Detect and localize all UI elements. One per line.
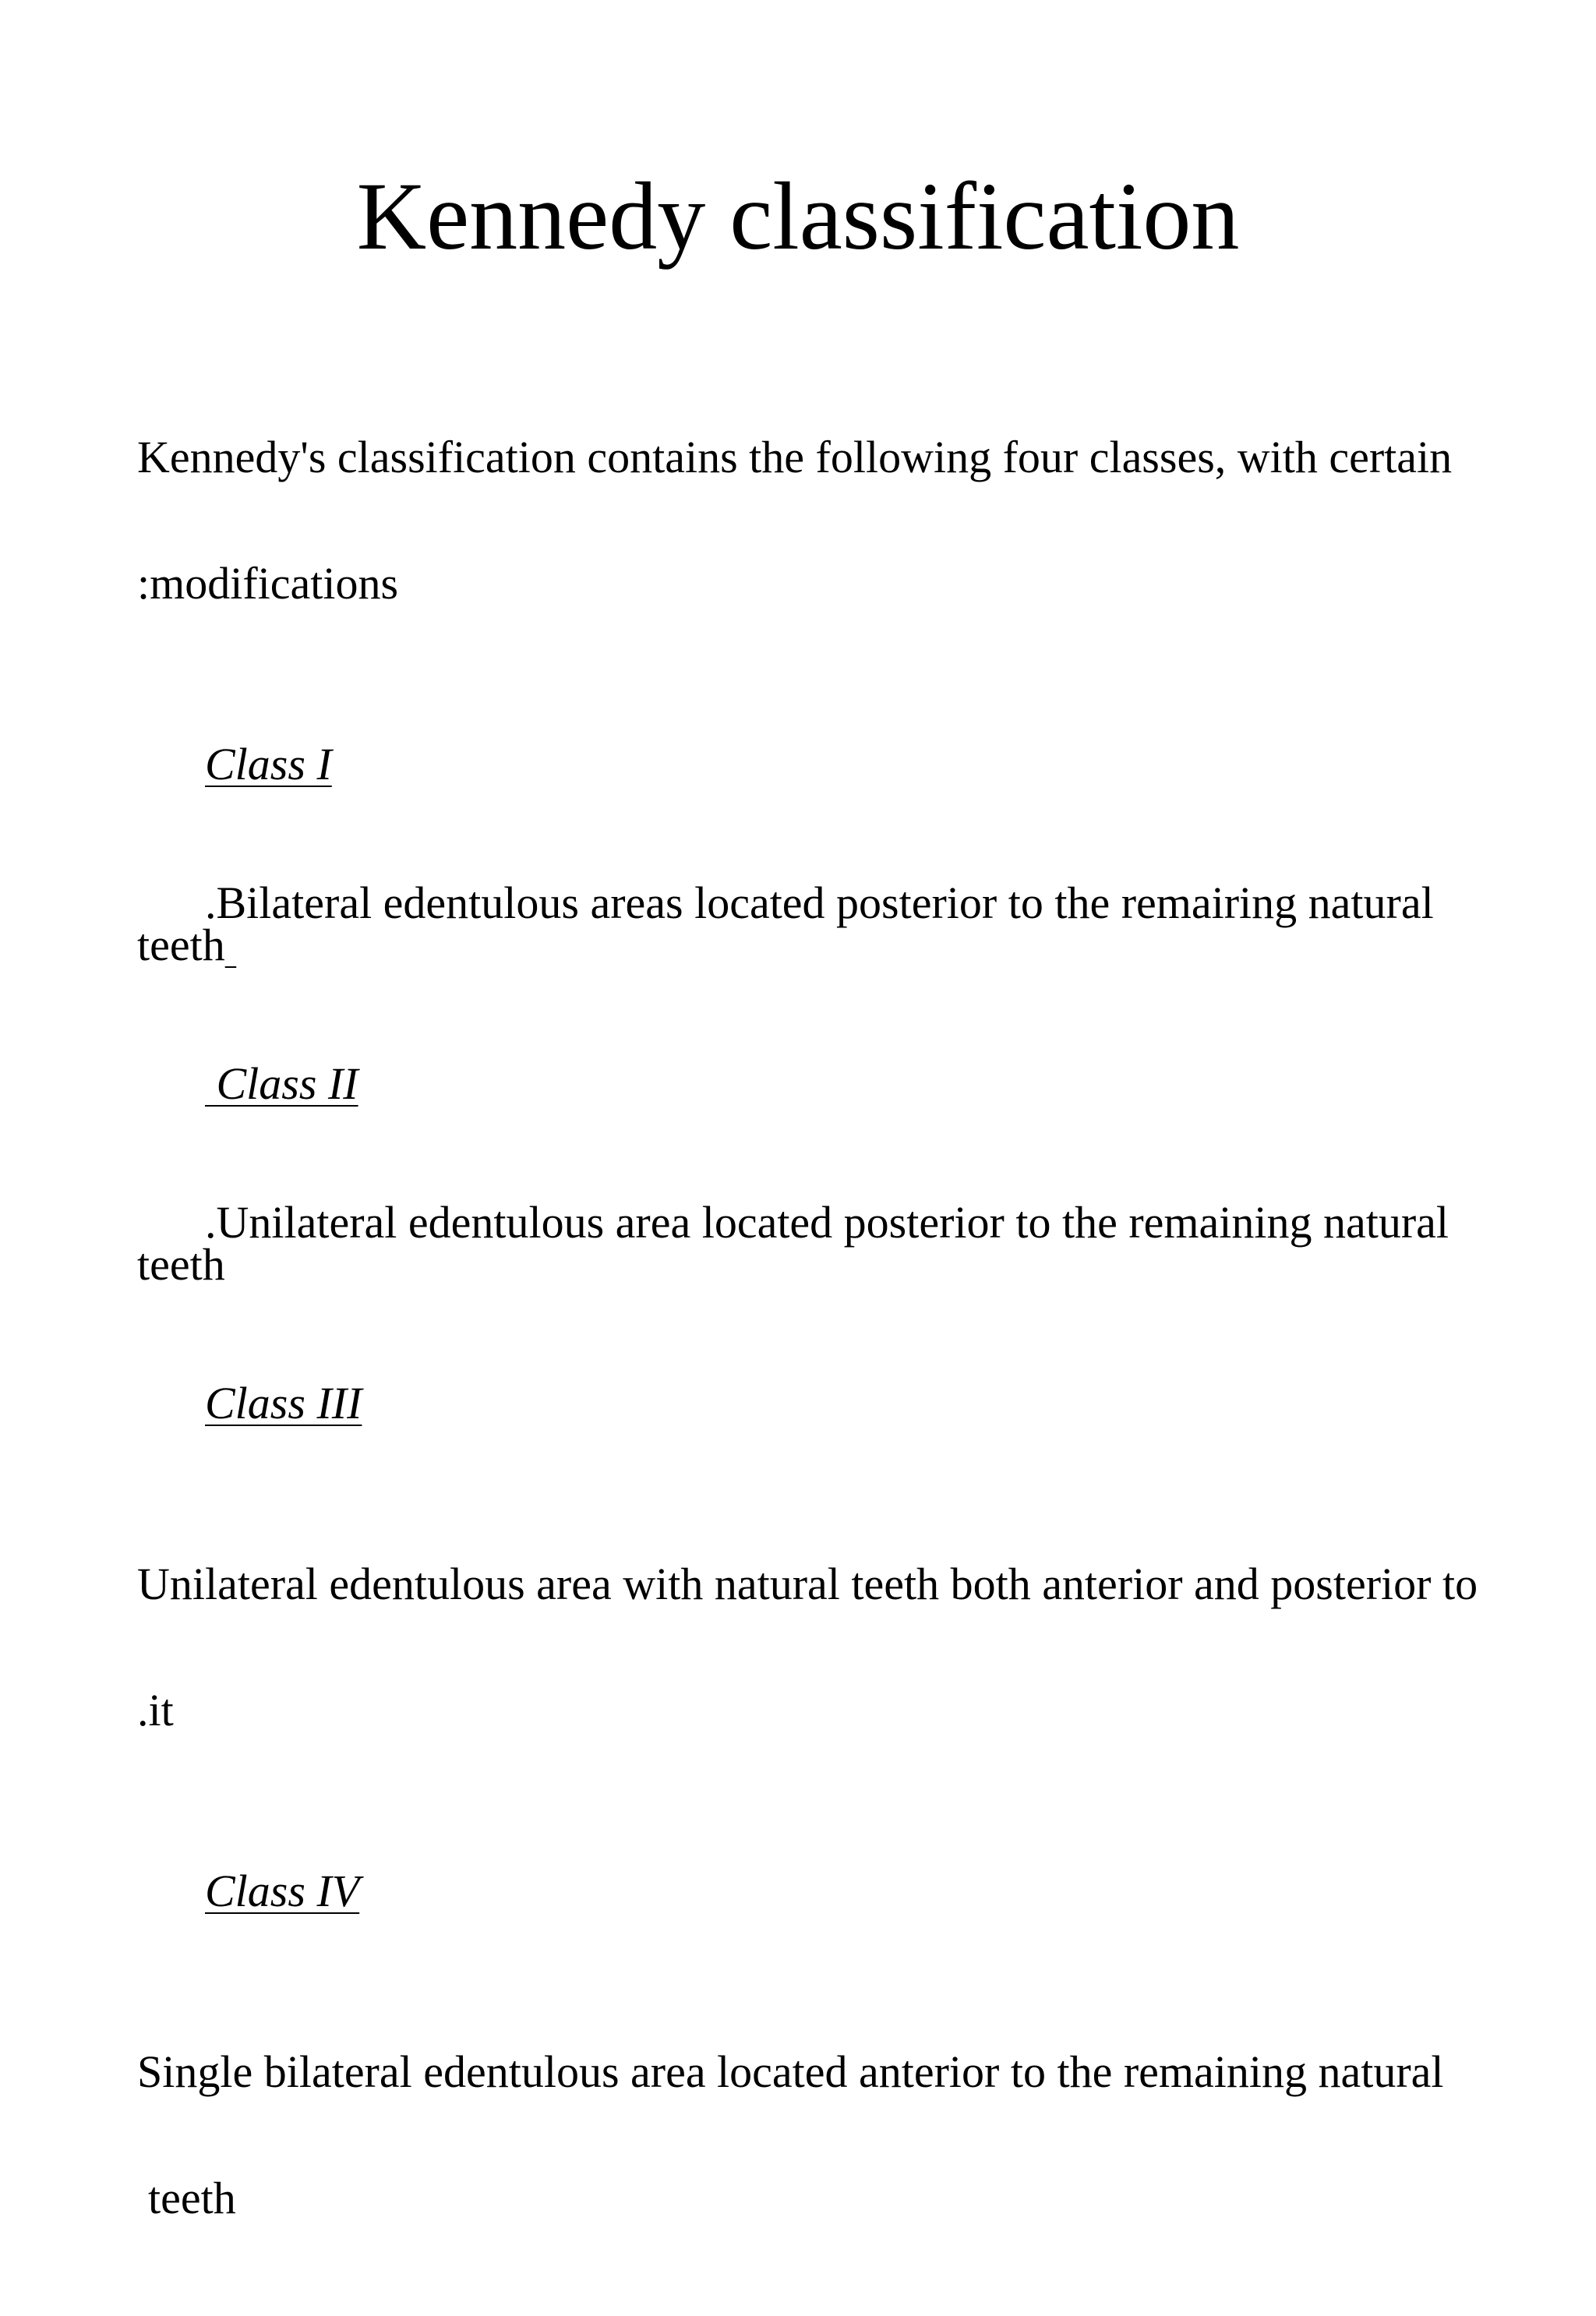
class-i-label-row xyxy=(137,701,1509,828)
class-i-label: Class I xyxy=(205,739,332,789)
class-iii-label-row xyxy=(137,1340,1509,1467)
class-iv-description-line-2: teeth xyxy=(148,2173,236,2223)
class-iii-label: Class III xyxy=(205,1378,362,1428)
intro-paragraph xyxy=(137,352,1509,689)
class-ii-description: .Unilateral edentulous area located posterior to the remaining natural teeth xyxy=(137,1197,1460,1290)
class-iv-label-row xyxy=(137,1828,1509,1954)
slide-title: Kennedy classification xyxy=(356,163,1240,270)
class-iii-description-row xyxy=(137,1479,1509,1816)
class-iv-label: Class IV xyxy=(205,1866,360,1916)
class-i-trailing-mark xyxy=(225,920,237,970)
intro-line-2: :modifications xyxy=(137,558,399,609)
class-iii-description-line-1: Unilateral edentulous area with natural teeth both anterior and posterior to xyxy=(137,1559,1478,1609)
class-ii-description-row xyxy=(137,1160,1509,1328)
class-iv-description-line-1: Single bilateral edentulous area located anterior to the remaining natural xyxy=(137,2046,1444,2097)
class-i-description: .Bilateral edentulous areas located posterior to the remairing natural teeth xyxy=(137,877,1446,970)
class-ii-label: Class II xyxy=(205,1058,358,1109)
slide-body xyxy=(137,352,1509,2316)
intro-line-1: Kennedy's classification contains the following four classes, with certain xyxy=(137,432,1453,482)
class-iii-description-line-2: .it xyxy=(137,1685,174,1735)
class-i-description-row xyxy=(137,840,1509,1008)
class-ii-label-row xyxy=(137,1021,1509,1147)
class-iv-description-row xyxy=(137,1967,1509,2304)
